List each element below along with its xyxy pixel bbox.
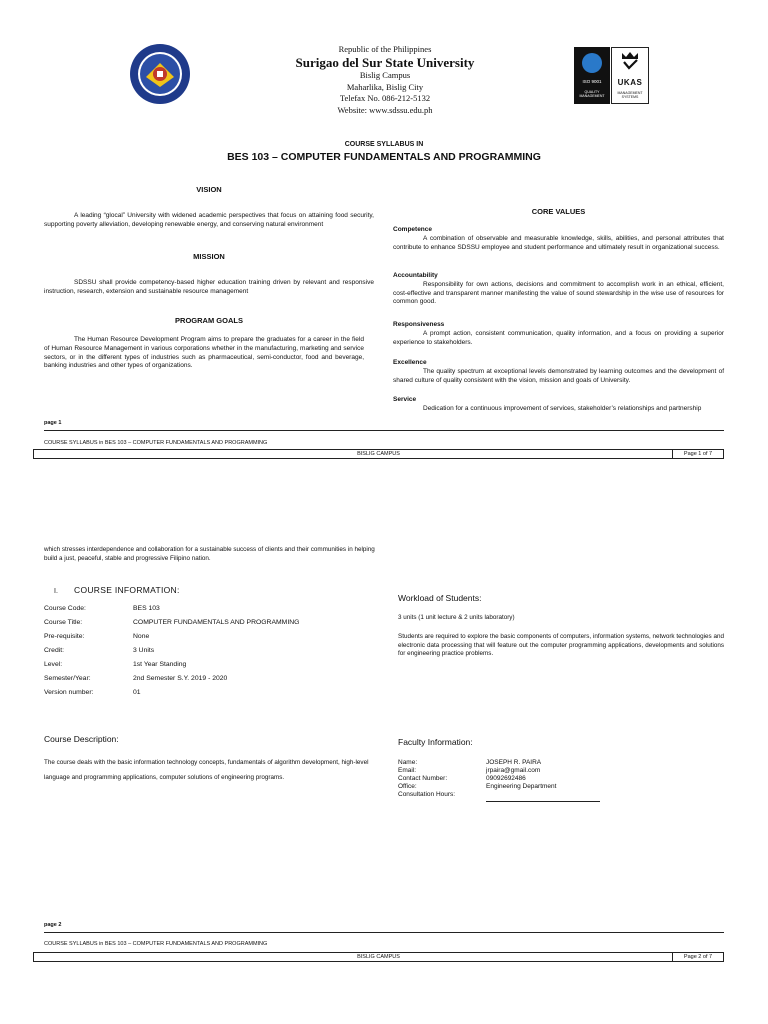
info-value: 3 Units <box>133 647 155 654</box>
info-key: Pre-requisite: <box>44 633 85 640</box>
info-value: None <box>133 633 150 640</box>
address-line: Maharlika, Bislig City <box>346 81 424 92</box>
program-goals-heading: PROGRAM GOALS <box>175 316 243 325</box>
core-value-text: Dedication for a continuous improvement of services, stakeholder’s relationships and partnership <box>423 404 702 412</box>
core-value-service <box>393 396 724 414</box>
core-value-competence <box>393 226 724 252</box>
divider <box>44 430 724 431</box>
section-title: COURSE INFORMATION: <box>74 585 180 595</box>
faculty-value: JOSEPH R. PAIRA <box>486 759 542 766</box>
consultation-hours-line <box>486 801 600 802</box>
mission-text: SDSSU shall provide competency-based higher education training driven by relevant and responsive instruction, research, extension and sustainable resource management <box>44 279 374 295</box>
page-number: Page 1 of 7 <box>672 450 723 458</box>
info-value: COMPUTER FUNDAMENTALS AND PROGRAMMING <box>133 619 300 626</box>
core-value-name: Responsiveness <box>393 321 445 328</box>
faculty-key: Office: <box>398 783 417 790</box>
core-value-excellence <box>393 359 724 385</box>
faculty-key: Name: <box>398 759 418 766</box>
footer-bar <box>33 952 724 962</box>
university-name: Surigao del Sur State University <box>295 55 475 71</box>
faculty-key: Email: <box>398 767 417 774</box>
crown-check-icon <box>612 48 648 74</box>
page-1-label: page 1 <box>44 420 62 426</box>
core-value-responsiveness <box>393 321 724 347</box>
info-key: Version number: <box>44 689 94 696</box>
workload-heading: Workload of Students: <box>398 593 482 603</box>
quality-label: QUALITY MANAGEMENT <box>579 90 605 99</box>
continuation-text: which stresses interdependence and collaboration for a sustainable success of clients and their communities in helping build a just, peaceful, stable and progressive Filipino nation. <box>44 546 375 562</box>
telefax-line: Telefax No. 086-212-5132 <box>339 93 431 104</box>
course-info-heading <box>54 585 180 596</box>
iso-certification-logo <box>574 47 610 104</box>
section-number: I. <box>54 588 58 595</box>
core-value-accountability <box>393 272 724 307</box>
faculty-heading: Faculty Information: <box>398 737 473 747</box>
info-key: Semester/Year: <box>44 675 91 682</box>
info-value: BES 103 <box>133 605 160 612</box>
info-key: Course Title: <box>44 619 83 626</box>
info-value: 01 <box>133 689 141 696</box>
core-value-text: The quality spectrum at exceptional levels demonstrated by learning outcomes and the development of shared culture of quality consistent with the vision, mission and goals of University. <box>393 367 724 384</box>
iso-label: ISO 9001 <box>582 79 602 84</box>
faculty-value: jrpaira@gmail.com <box>486 767 541 774</box>
divider <box>44 932 724 933</box>
syllabus-footer-line: COURSE SYLLABUS in BES 103 – COMPUTER FUNDAMENTALS AND PROGRAMMING <box>44 440 268 446</box>
faculty-key: Consultation Hours: <box>398 791 456 798</box>
course-description-text: The course deals with the basic information technology concepts, fundamentals of algorithm development, high-level language and programming applications, computer solutions of engineering programs. <box>44 759 369 781</box>
page-2-label: page 2 <box>44 922 62 928</box>
footer-bar <box>33 449 724 459</box>
campus-footer: BISLIG CAMPUS <box>357 451 400 457</box>
course-syllabus-label: COURSE SYLLABUS IN <box>344 141 424 148</box>
vision-heading: VISION <box>196 185 222 194</box>
campus-line: Bislig Campus <box>359 70 411 81</box>
workload-text: Students are required to explore the basic components of computers, information systems, network technologies and electronic data processing that will feature out the computer programming applications, developments and solutions for engineering practice problems. <box>398 633 724 657</box>
info-value: 1st Year Standing <box>133 661 187 668</box>
republic-line: Republic of the Philippines <box>338 44 432 54</box>
info-value: 2nd Semester S.Y. 2019 - 2020 <box>133 675 228 682</box>
faculty-key: Contact Number: <box>398 775 448 782</box>
faculty-value: 09092692486 <box>486 775 526 782</box>
syllabus-footer-line: COURSE SYLLABUS in BES 103 – COMPUTER FUNDAMENTALS AND PROGRAMMING <box>44 941 268 947</box>
workload-units: 3 units (1 unit lecture & 2 units laboratory) <box>398 614 515 621</box>
core-value-text: A combination of observable and measurable knowledge, skills, abilities, and personal attributes that contribute to enhance SDSSU employee and student performance and ultimately result in organizational success. <box>393 234 724 251</box>
course-title-heading: BES 103 – COMPUTER FUNDAMENTALS AND PROGRAMMING <box>227 151 541 164</box>
info-key: Level: <box>44 661 63 668</box>
ukas-sub-label: MANAGEMENT SYSTEMS <box>617 90 643 99</box>
core-value-text: Responsibility for own actions, decisions and commitment to accomplish work in an ethical, efficient, cost-effective and transparent manner manifesting the value of sound stewardship in the wise use of resources for common good. <box>393 280 724 306</box>
core-value-name: Accountability <box>393 272 438 279</box>
website-line: Website: www.sdssu.edu.ph <box>337 104 433 115</box>
ukas-label: UKAS <box>617 77 643 87</box>
ukas-certification-logo <box>611 47 649 104</box>
page-number: Page 2 of 7 <box>672 953 723 961</box>
info-key: Credit: <box>44 647 65 654</box>
core-value-name: Service <box>393 396 417 403</box>
vision-text: A leading “glocal” University with widened academic perspectives that focus on attaining food security, supporting poverty alleviation, developing renewable energy, and conserving natural environment <box>44 212 374 228</box>
info-key: Course Code: <box>44 605 86 612</box>
faculty-value: Engineering Department <box>486 783 557 790</box>
university-seal <box>129 43 191 105</box>
mission-heading: MISSION <box>193 252 225 261</box>
course-description-heading: Course Description: <box>44 734 119 744</box>
core-value-name: Competence <box>393 226 433 233</box>
core-value-name: Excellence <box>393 359 427 366</box>
core-value-text: A prompt action, consistent communication, quality information, and a focus on providing a superior experience to stakeholders. <box>393 329 724 346</box>
campus-footer: BISLIG CAMPUS <box>357 954 400 960</box>
core-values-heading: CORE VALUES <box>531 207 586 216</box>
program-goals-text: The Human Resource Development Program aims to prepare the graduates for a career in the field of Human Resource Management in various corporations whether in the manufacturing, marketing and service sectors, or in the different types of industries such as pharmaceutical, semi-conductor, food and beverage, banking industries and other types of organizations. <box>44 336 364 370</box>
